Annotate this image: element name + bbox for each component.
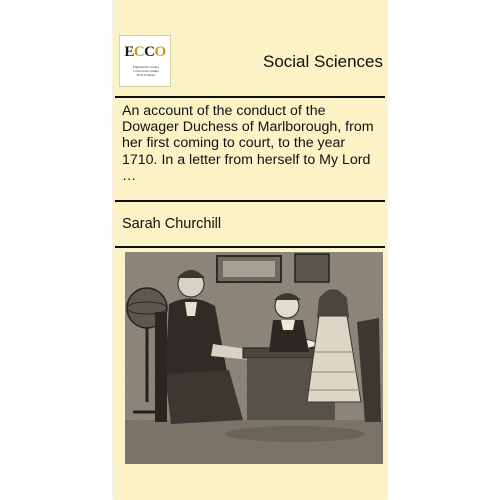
category-label: Social Sciences (262, 52, 383, 71)
book-author: Sarah Churchill (122, 216, 222, 232)
ecco-logo (119, 35, 171, 87)
cover-header (113, 29, 387, 93)
ecco-logo-mark: ECCO (124, 44, 166, 60)
divider-top (115, 96, 385, 98)
book-cover (113, 0, 387, 500)
ecco-logo-subtitle: Eighteenth Century Collections Online Print Editions (132, 65, 160, 77)
divider-bottom (115, 246, 385, 248)
book-title: An account of the conduct of the Dowager Duchess of Marlborough, from her first coming to court, to the year 1710. In a letter from herself to My Lord … (122, 103, 374, 184)
engraving-image (125, 252, 383, 464)
divider-middle (115, 200, 385, 202)
cover-illustration (125, 252, 383, 464)
